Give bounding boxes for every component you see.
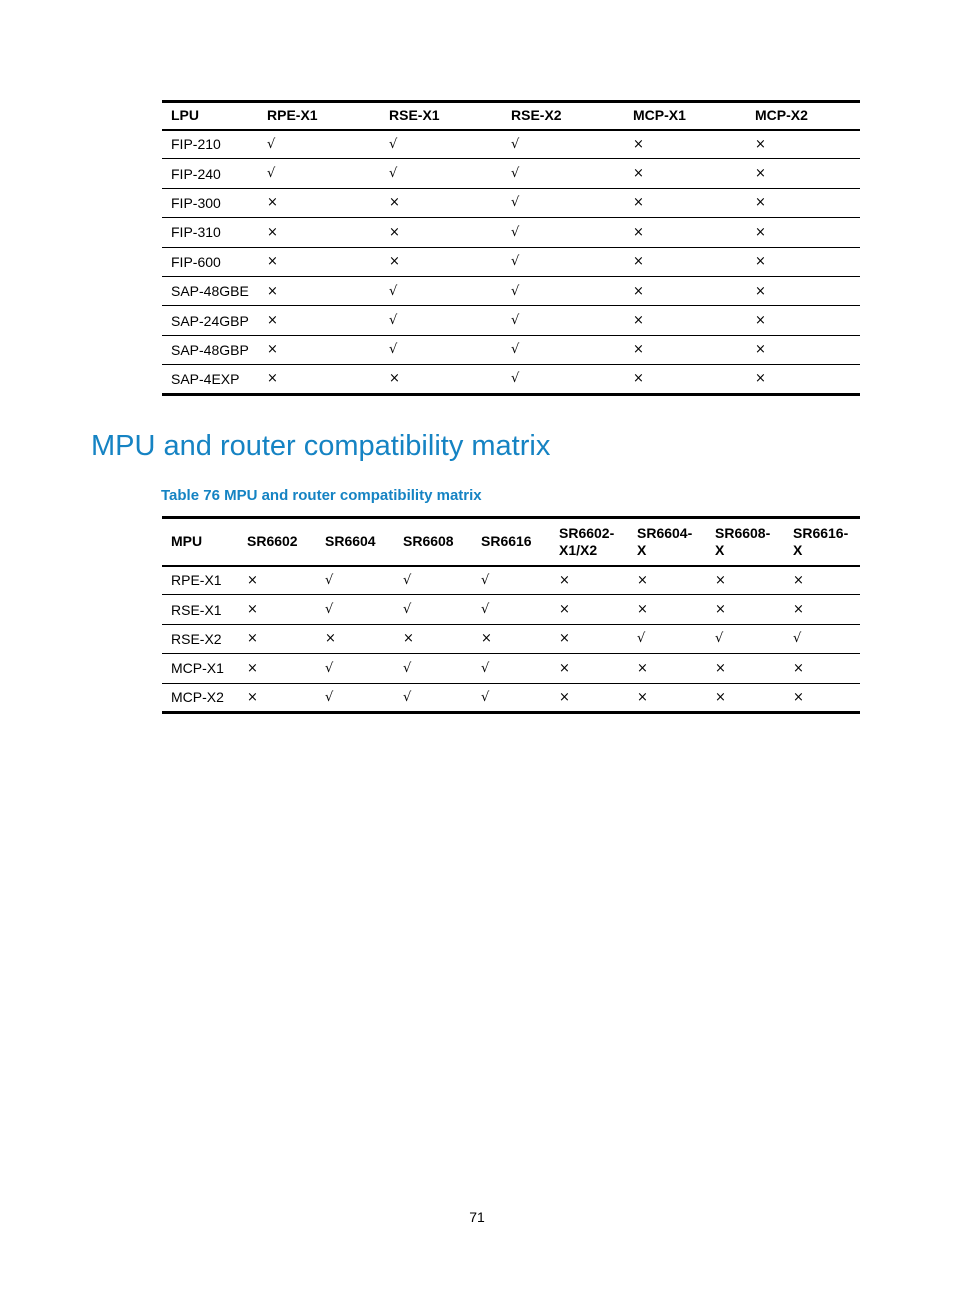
compatibility-cell: √ bbox=[502, 276, 624, 305]
compatibility-cell: × bbox=[715, 572, 726, 588]
header-cell: SR6604- X bbox=[637, 524, 693, 558]
compatibility-cell: × bbox=[550, 683, 628, 712]
compatibility-cell: × bbox=[624, 276, 746, 305]
table-row bbox=[162, 188, 860, 217]
table-caption: Table 76 MPU and router compatibility matrix bbox=[161, 487, 482, 504]
module-name-cell: SAP-48GBE bbox=[162, 276, 258, 305]
compatibility-cell: √ bbox=[502, 335, 624, 364]
compatibility-cell: √ bbox=[511, 136, 520, 152]
module-name-cell: FIP-300 bbox=[162, 188, 258, 217]
header-cell: SR6602- X1/X2 bbox=[559, 524, 615, 558]
compatibility-cell: √ bbox=[472, 683, 550, 712]
module-name-cell: MCP-X1 bbox=[162, 654, 238, 683]
compatibility-cell: √ bbox=[394, 595, 472, 624]
compatibility-cell: √ bbox=[502, 159, 624, 188]
compatibility-cell: × bbox=[746, 188, 860, 217]
table-row bbox=[162, 654, 860, 683]
compatibility-cell: × bbox=[746, 247, 860, 276]
table-row bbox=[162, 247, 860, 276]
header-cell: MCP-X2 bbox=[755, 107, 808, 124]
compatibility-cell: × bbox=[746, 276, 860, 305]
table-row bbox=[162, 276, 860, 305]
compatibility-cell: × bbox=[380, 365, 502, 394]
module-name-cell: SAP-4EXP bbox=[162, 365, 258, 394]
compatibility-cell: × bbox=[746, 218, 860, 247]
section-heading: MPU and router compatibility matrix bbox=[91, 430, 551, 462]
compatibility-cell: × bbox=[394, 624, 472, 653]
compatibility-cell: × bbox=[550, 654, 628, 683]
module-name-cell: SAP-48GBP bbox=[162, 335, 258, 364]
page-number: 71 bbox=[469, 1209, 485, 1225]
compatibility-cell: × bbox=[706, 595, 784, 624]
compatibility-cell: × bbox=[247, 572, 258, 588]
header-cell: SR6602 bbox=[247, 533, 298, 550]
compatibility-cell: × bbox=[238, 683, 316, 712]
compatibility-cell: √ bbox=[502, 218, 624, 247]
module-name-cell: FIP-310 bbox=[162, 218, 258, 247]
compatibility-cell: √ bbox=[706, 624, 784, 653]
compatibility-cell: × bbox=[258, 188, 380, 217]
compatibility-cell: × bbox=[706, 683, 784, 712]
compatibility-cell: × bbox=[238, 654, 316, 683]
compatibility-cell: × bbox=[628, 683, 706, 712]
table-row bbox=[162, 130, 860, 159]
module-name-cell: FIP-240 bbox=[162, 159, 258, 188]
header-cell: RSE-X1 bbox=[389, 107, 440, 124]
header-cell: SR6616- X bbox=[793, 524, 849, 558]
compatibility-cell: √ bbox=[481, 572, 490, 588]
compatibility-cell: × bbox=[633, 136, 644, 152]
compatibility-cell: × bbox=[624, 365, 746, 394]
table-header-row bbox=[162, 518, 860, 566]
compatibility-cell: × bbox=[238, 624, 316, 653]
compatibility-cell: × bbox=[746, 365, 860, 394]
compatibility-cell: √ bbox=[258, 159, 380, 188]
compatibility-cell: √ bbox=[502, 247, 624, 276]
compatibility-cell: × bbox=[793, 572, 804, 588]
compatibility-cell: × bbox=[316, 624, 394, 653]
compatibility-cell: √ bbox=[472, 654, 550, 683]
compatibility-cell: × bbox=[550, 624, 628, 653]
compatibility-cell: √ bbox=[380, 276, 502, 305]
table-row bbox=[162, 159, 860, 188]
table-row bbox=[162, 566, 860, 595]
module-name-cell: SAP-24GBP bbox=[162, 306, 258, 335]
compatibility-cell: × bbox=[628, 595, 706, 624]
compatibility-cell: √ bbox=[628, 624, 706, 653]
header-cell: SR6608- X bbox=[715, 524, 771, 558]
compatibility-cell: × bbox=[258, 365, 380, 394]
module-name-cell: RPE-X1 bbox=[171, 572, 222, 589]
compatibility-cell: √ bbox=[394, 683, 472, 712]
compatibility-cell: √ bbox=[316, 595, 394, 624]
compatibility-cell: × bbox=[746, 306, 860, 335]
compatibility-cell: × bbox=[380, 188, 502, 217]
mpu-compatibility-table bbox=[162, 516, 860, 714]
header-cell: MPU bbox=[171, 533, 203, 550]
table-row bbox=[162, 624, 860, 653]
compatibility-cell: √ bbox=[316, 683, 394, 712]
header-cell: RPE-X1 bbox=[267, 107, 318, 124]
table-header-row bbox=[162, 102, 860, 130]
compatibility-cell: × bbox=[238, 595, 316, 624]
compatibility-cell: × bbox=[624, 159, 746, 188]
compatibility-cell: × bbox=[637, 572, 648, 588]
table-row bbox=[162, 335, 860, 364]
module-name-cell: RSE-X1 bbox=[162, 595, 238, 624]
table-row bbox=[162, 306, 860, 335]
table-row bbox=[162, 595, 860, 624]
compatibility-cell: √ bbox=[472, 595, 550, 624]
compatibility-cell: √ bbox=[403, 572, 412, 588]
compatibility-cell: × bbox=[380, 218, 502, 247]
header-cell: MCP-X1 bbox=[633, 107, 686, 124]
compatibility-cell: √ bbox=[267, 136, 276, 152]
compatibility-cell: × bbox=[258, 276, 380, 305]
compatibility-cell: √ bbox=[394, 654, 472, 683]
compatibility-cell: √ bbox=[316, 654, 394, 683]
table-row bbox=[162, 683, 860, 712]
compatibility-cell: × bbox=[624, 306, 746, 335]
compatibility-cell: × bbox=[706, 654, 784, 683]
compatibility-cell: √ bbox=[502, 365, 624, 394]
compatibility-cell: × bbox=[258, 335, 380, 364]
compatibility-cell: × bbox=[550, 595, 628, 624]
compatibility-cell: √ bbox=[380, 306, 502, 335]
compatibility-cell: × bbox=[624, 218, 746, 247]
compatibility-cell: × bbox=[784, 654, 860, 683]
compatibility-cell: × bbox=[746, 159, 860, 188]
compatibility-cell: √ bbox=[380, 159, 502, 188]
compatibility-cell: √ bbox=[325, 572, 334, 588]
compatibility-cell: × bbox=[628, 654, 706, 683]
compatibility-cell: × bbox=[559, 572, 570, 588]
compatibility-cell: × bbox=[624, 335, 746, 364]
compatibility-cell: √ bbox=[389, 136, 398, 152]
compatibility-cell: √ bbox=[380, 335, 502, 364]
header-cell: LPU bbox=[171, 107, 199, 124]
compatibility-cell: × bbox=[624, 247, 746, 276]
compatibility-cell: × bbox=[784, 683, 860, 712]
compatibility-cell: × bbox=[784, 595, 860, 624]
module-name-cell: FIP-600 bbox=[162, 247, 258, 276]
compatibility-cell: √ bbox=[502, 188, 624, 217]
compatibility-cell: × bbox=[755, 136, 766, 152]
module-name-cell: MCP-X2 bbox=[162, 683, 238, 712]
header-cell: SR6608 bbox=[403, 533, 454, 550]
table-row bbox=[162, 218, 860, 247]
table-row bbox=[162, 365, 860, 394]
module-name-cell: RSE-X2 bbox=[162, 624, 238, 653]
header-cell: SR6604 bbox=[325, 533, 376, 550]
compatibility-cell: × bbox=[258, 306, 380, 335]
module-name-cell: FIP-210 bbox=[171, 136, 221, 153]
compatibility-cell: × bbox=[746, 335, 860, 364]
compatibility-cell: × bbox=[258, 218, 380, 247]
compatibility-cell: × bbox=[380, 247, 502, 276]
compatibility-cell: × bbox=[258, 247, 380, 276]
compatibility-cell: √ bbox=[784, 624, 860, 653]
compatibility-cell: × bbox=[472, 624, 550, 653]
header-cell: RSE-X2 bbox=[511, 107, 562, 124]
compatibility-cell: √ bbox=[502, 306, 624, 335]
lpu-compatibility-table bbox=[162, 100, 860, 396]
header-cell: SR6616 bbox=[481, 533, 532, 550]
compatibility-cell: × bbox=[624, 188, 746, 217]
